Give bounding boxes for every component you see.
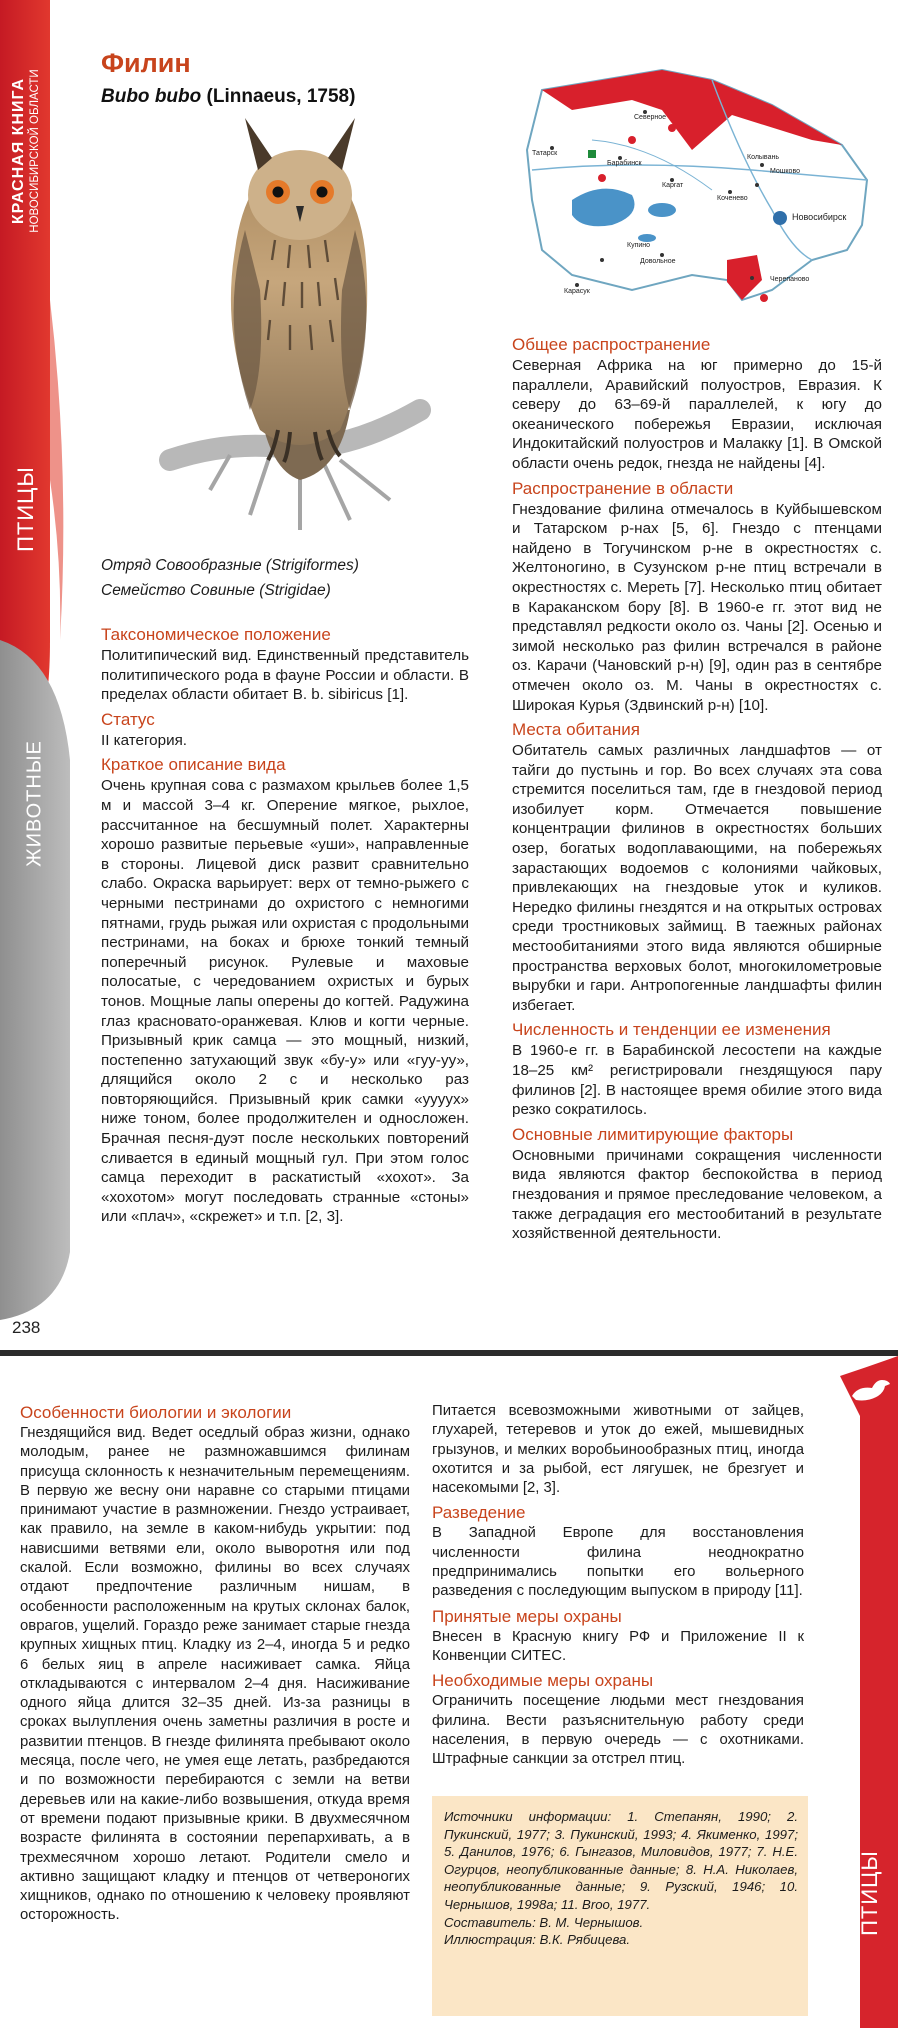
latin-author: (Linnaeus, 1758) xyxy=(201,86,356,107)
family-line: Семейство Совиные (Strigidae) xyxy=(101,582,331,599)
side-book-title xyxy=(4,40,48,260)
map-label-severnoe: Северное xyxy=(634,114,667,121)
map-label-barabinsk: Барабинск xyxy=(607,160,642,167)
needed-measures-heading: Необходимые меры охраны xyxy=(432,1671,654,1691)
status-text: II категория. xyxy=(101,731,188,749)
region-heading: Распространение в области xyxy=(512,478,734,498)
page-239 xyxy=(0,1356,898,2028)
side-kingdom-label xyxy=(10,730,60,880)
map-label-kupino: Купино xyxy=(627,242,651,249)
distribution-map xyxy=(512,50,878,330)
breeding-text: В Западной Европе для восстановления численности филина неоднократно предпринимались попытки его вольерного разведения с последующим выпуском в природу [11]. xyxy=(432,1525,804,1600)
left-column xyxy=(101,624,469,1227)
numbers-text: В 1960-е гг. в Барабинской лесостепи на каждые 18–25 км² регистрировали гнездящуюся пару филинов [2]. В настоящее время обилие этого вида резко сократилось. xyxy=(512,1042,882,1119)
page2-right-column xyxy=(432,1402,804,1769)
map-label-kochenevo: Коченево xyxy=(717,195,748,202)
compiler-text: Составитель: В. М. Чернышов. xyxy=(444,1914,644,1930)
limits-heading: Основные лимитирующие факторы xyxy=(512,1124,794,1144)
habitat-text: Обитатель самых различных ландшафтов — от тайги до пустынь и гор. Во всех случаях эта сова стремится поселиться там, где в гнездовой период изобилует корм. Отмечается повышение концентрации филинов в окрестностях больших озер, богатых водоплавающими, на побережьях зарастающих водоемов с колониями чайковых, привлекающих на гнездовые уток и куликов. Нередко филины гнездятся и на открытых островах среди тростниковых займищ. В таежных районах местообитаниями этого вида являются обширные пространства верховых болот, многокилометровые вырубки и гари. Антропогенные ландшафты филин избегает. xyxy=(512,742,882,1014)
side-class-text: ПТИЦЫ xyxy=(13,466,38,552)
biology-text: Гнездящийся вид. Ведет оседлый образ жизни, однако молодым, ранее не размножавшимся филинам присуща склонность к незначительным перемещениям. В первую же весну они наравне со старыми птицами принимают участие в размножении. Гнездо устраивает, как правило, на земле в каком-нибудь укрытии: под нависшими ветвями ели, около выворотня или под скалой. Если возможно, филины во всех случаях отдают предпочтение различным нишам, в особенности расположенным на крутых склонах балок, оврагов, ущелий. Гораздо реже занимает старые гнезда крупных хищных птиц. Кладку из 2–4, иногда 5 и редко 6 белых яиц в апреле насиживает самка. Яйца откладываются с интервалом 2–4 дня. Насиживание одного яйца длится 32–35 дней. Из-за разницы в сроках вылупления очень заметны различия в росте и развитии птенцов. В гнезде филинята пребывают около месяца, после чего, не умея еще летать, разбредаются и по возможности перебираются с земли на ветви деревьев или на какие-либо возвышения, откуда время от времени подают призывные крики. В двухмесячном возрасте филинята в состоянии перепархивать, а в трехмесячном хорошо летают. Родители смело и активно защищают кладку и птенцов от четвероногих хищников, однако по отношению к человеку проявляют осторожность. xyxy=(20,1425,410,1924)
breeding-heading: Разведение xyxy=(432,1503,526,1523)
side-book-line2: НОВОСИБИРСКОЙ ОБЛАСТИ xyxy=(29,69,41,233)
side-class-text-2: ПТИЦЫ xyxy=(857,1850,882,1936)
sources-text: Источники информации: 1. Степанян, 1990; 2. Пукинский, 1977; 3. Пукинский, 1993; 4. Якименко, 1997; 5. Данилов, 1976; 6. Гынгазов, Миловидов, 1977; 7. Н.Е. Огурцов, неопубликованные данные; 8. Н.А. Николаев, неопубликованные данные; 9. Рузский, 1946; 10. Чернышов, 1998а; 11. Вrоо, 1977. xyxy=(444,1809,798,1912)
illustration-credit: Иллюстрация: В.К. Рябицева. xyxy=(444,1932,631,1948)
map-label-moshkovo: Мошково xyxy=(770,168,800,175)
right-column xyxy=(512,334,882,1244)
eagle-owl-illustration xyxy=(150,110,450,540)
species-title: Филин xyxy=(101,48,191,78)
map-label-kargat: Каргат xyxy=(662,182,684,189)
food-text: Питается всевозможными животными от зайцев, глухарей, тетеревов и уток до ежей, мышевидных грызунов, и мелких воробьинообразных птиц, иногда охотится и за рыбой, ест лягушек, не брезгует и насекомыми [2, 3]. xyxy=(432,1403,804,1497)
taxonomy-text: Политипический вид. Единственный представитель политипического рода в фауне России и области. В пределах области обитает B. b. sibiricus [1]. xyxy=(101,647,469,704)
map-label-dovolnoe: Довольное xyxy=(640,258,676,265)
description-text: Очень крупная сова с размахом крыльев более 1,5 м и массой 3–4 кг. Оперение мягкое, рыхлое, рассчитанное на бесшумный полет. Характерны хорошо развитые перьевые «уши», направленные в стороны. Лицевой диск развит сравнительно слабо. Окраска варьирует: верх от темно-рыжего с черными пестринами до охристого с немногими пятнами, грудь рыжая или охристая с продольными пестринами, на боках и брюхе тонкий темный поперечный рисунок. Рулевые и маховые полосатые, с чередованием охристых и бурых тонов. Мощные лапы оперены до когтей. Радужина глаз красновато-оранжевая. Клюв и когти черные. Призывный крик самца — это мощный, низкий, постепенно затухающий звук «бу-у» или «гуу-уу», длящийся около 2 с и несколько раз повторяющийся. Призывный крик самки «ууууx» ниже тоном, более продолжителен и односложен. Брачная песня-дуэт после нескольких повторений сливается в единый мощный гул. При этом голос самца переходит в раскатистый «хохот». За «хохотом» могут последовать странные «стоны» или «плач», «скрежет» и т.п. [2, 3]. xyxy=(101,777,469,1226)
page-number: 238 xyxy=(12,1318,41,1337)
description-heading: Краткое описание вида xyxy=(101,755,286,775)
side-kingdom-text: ЖИВОТНЫЕ xyxy=(23,740,46,867)
biology-heading: Особенности биологии и экологии xyxy=(20,1403,292,1422)
region-text: Гнездование филина отмечалось в Куйбышевском и Татарском р-нах [5, 6]. Гнездо с птенцами найдено в Тогучинском р-не в окрестностях с. Желтоногино, в Сузунском р-не птиц встречали в окрестностях с. Мереть [7]. Несколько птиц обитает в Караканском бору [8]. В 1960-е гг. этот вид не представлял редкости около оз. Чаны [2]. Осенью и зимой несколько раз филин встречался в районе оз. Карачи (Чановский р-н) [9], один раз в сентябре отмечен около оз. М. Чаны в окрестностях с. Широкая Курья (Здвинский р-н) [10]. xyxy=(512,500,882,714)
habitat-heading: Места обитания xyxy=(512,720,640,740)
duck-silhouette-icon xyxy=(848,1374,892,1404)
side-book-line1: КРАСНАЯ КНИГА xyxy=(10,77,27,225)
side-class-label xyxy=(4,460,48,560)
map-label-cherepanovo: Черепаново xyxy=(770,276,810,283)
latin-binomial: Bubo bubo xyxy=(101,86,202,107)
measures-heading: Принятые меры охраны xyxy=(432,1606,622,1626)
range-text: Северная Африка на юг примерно до 15-й параллели, Аравийский полуостров, Евразия. К северу до 63–69-й параллелей, к югу до океанического побережья Евразии, исключая Индокитайский полуостров и Малакку [1]. В Омской области очень редок, гнезда не найдены [4]. xyxy=(512,357,882,472)
limits-text: Основными причинами сокращения численности вида являются фактор беспокойства в период гнездования и прямое преследование человеком, а также деградация его местообитаний в результате хозяйственной деятельности. xyxy=(512,1146,882,1243)
range-heading: Общее распространение xyxy=(512,335,711,354)
needed-measures-text: Ограничить посещение людьми мест гнездования филина. Вести разъяснительную работу среди населения, в первую очередь — с охотниками. Штрафные санкции за отстрел птиц. xyxy=(432,1693,804,1768)
measures-text: Внесен в Красную книгу РФ и Приложение II к Конвенции СИТЕС. xyxy=(432,1628,804,1664)
map-label-novosibirsk: Новосибирск xyxy=(792,212,847,222)
map-label-karasuk: Карасук xyxy=(564,288,590,295)
sources-box xyxy=(432,1796,808,2016)
map-label-tatarsk: Татарск xyxy=(532,150,558,157)
status-heading: Статус xyxy=(101,709,155,729)
species-latin-name xyxy=(101,86,355,108)
order-line: Отряд Совообразные (Strigiformes) xyxy=(101,557,359,574)
side-class-label-2 xyxy=(840,1836,898,1956)
map-label-kolyvan: Колывань xyxy=(747,154,779,161)
page2-left-column xyxy=(20,1402,410,1926)
taxonomy-heading: Таксономическое положение xyxy=(101,625,331,644)
numbers-heading: Численность и тенденции ее изменения xyxy=(512,1020,831,1040)
